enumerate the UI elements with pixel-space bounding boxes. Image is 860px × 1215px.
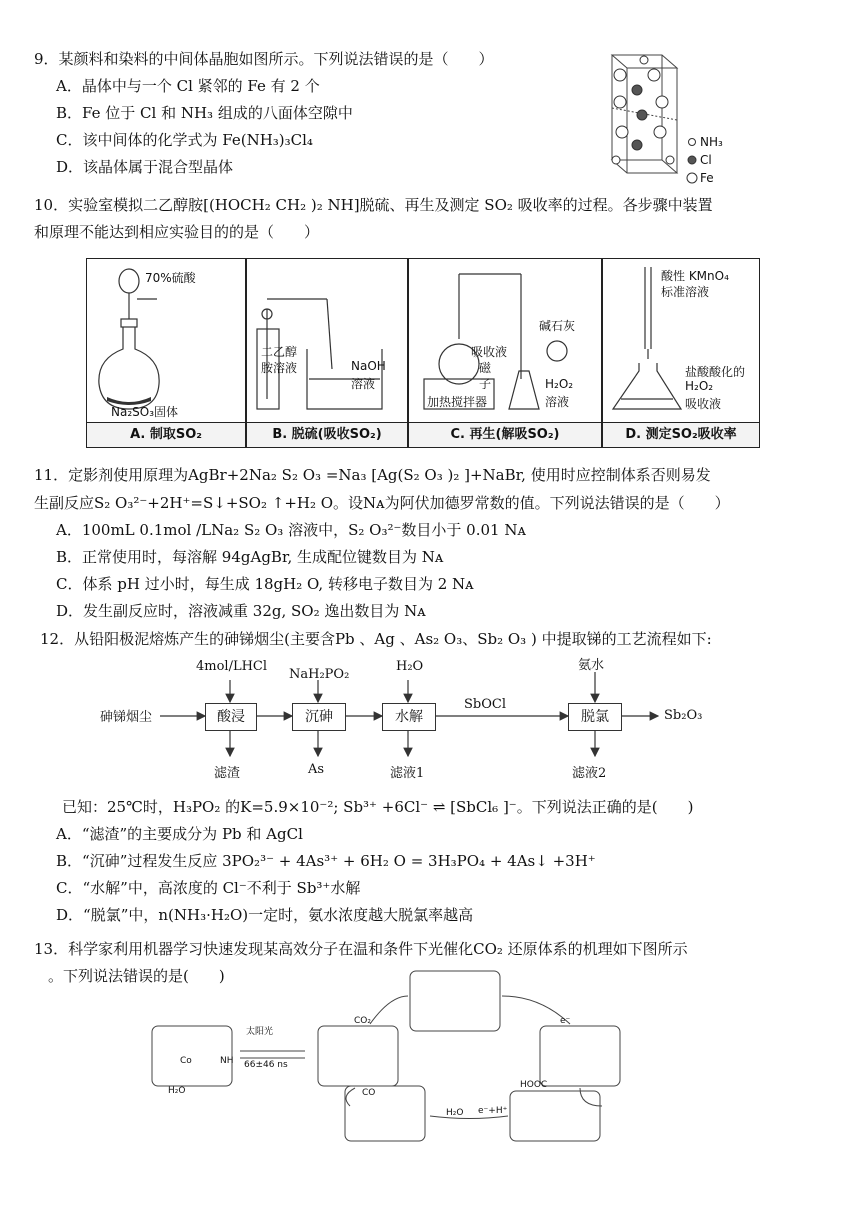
flow-output-filtrate1: 滤液1 bbox=[390, 766, 425, 781]
q9-option-c: C．该中间体的化学式为 Fe(NH₃)₃Cl₄ bbox=[56, 131, 313, 149]
legend-cl: Cl bbox=[700, 153, 712, 167]
flow-step-acid-leach: 酸浸 bbox=[205, 703, 257, 731]
label-naoh-solution: 溶液 bbox=[351, 377, 376, 391]
q12-option-a: A．“滤渣”的主要成分为 Pb 和 AgCl bbox=[56, 825, 303, 843]
flow-output-residue: 滤渣 bbox=[214, 766, 241, 781]
flow-input-water: H₂O bbox=[396, 659, 424, 674]
label-diethanolamine-1: 二乙醇 bbox=[261, 345, 298, 359]
label-nh: NH bbox=[220, 1056, 234, 1066]
flow-input-ammonia: 氨水 bbox=[578, 658, 605, 673]
label-standard-solution: 标准溶液 bbox=[661, 285, 710, 299]
flow-input-nah2po2: NaH₂PO₂ bbox=[289, 667, 350, 682]
label-absorption-liquid: 吸收液 bbox=[471, 345, 508, 359]
label-hooc: HOOC bbox=[520, 1080, 548, 1090]
label-sunlight: 太阳光 bbox=[246, 1027, 274, 1037]
flow-intermediate-sbocl: SbOCl bbox=[464, 697, 506, 712]
label-magnet-2: 子 bbox=[479, 377, 492, 391]
q10-stem-line2: 和原理不能达到相应实验目的的是（ ） bbox=[34, 223, 320, 241]
q11-stem-line1: 11．定影剂使用原理为AgBr+2Na₂ S₂ O₃ =Na₃ [Ag(S₂ O₃ )₂ ]+NaBr, 使用时应控制体系否则易发 bbox=[34, 466, 711, 484]
unit-cell-figure bbox=[592, 40, 742, 190]
label-absorption-liquid-d: 吸收液 bbox=[685, 397, 722, 411]
label-na2so3-solid: Na₂SO₃固体 bbox=[111, 405, 179, 419]
flow-step-hydrolysis: 水解 bbox=[382, 703, 436, 731]
q12-option-c: C．“水解”中，高浓度的 Cl⁻不利于 Sb³⁺水解 bbox=[56, 879, 361, 897]
label-magnet-1: 磁 bbox=[479, 361, 492, 375]
panel-c bbox=[408, 258, 602, 448]
label-co: CO bbox=[362, 1088, 376, 1098]
label-co2-in: CO₂ bbox=[354, 1016, 371, 1026]
apparatus-b-drawing bbox=[247, 259, 409, 424]
flow-input-hcl: 4mol/LHCl bbox=[196, 659, 268, 674]
label-water-ligand: H₂O bbox=[168, 1086, 186, 1096]
panel-b bbox=[246, 258, 408, 448]
catalytic-cycle-figure bbox=[140, 966, 640, 1146]
flow-end-product: Sb₂O₃ bbox=[664, 708, 703, 723]
panel-d bbox=[602, 258, 760, 448]
flow-output-as: As bbox=[308, 762, 325, 777]
q12-option-d: D．“脱氯”中，n(NH₃·H₂O)一定时，氨水浓度越大脱氯率越高 bbox=[56, 906, 474, 924]
label-electron-proton: e⁻+H⁺ bbox=[478, 1106, 508, 1116]
legend-nh3: NH₃ bbox=[700, 135, 723, 149]
q11-option-a: A．100mL 0.1mol /LNa₂ S₂ O₃ 溶液中，S₂ O₃²⁻数目小于 0.01 Nᴀ bbox=[56, 521, 526, 539]
label-70-sulfuric-acid: 70%硫酸 bbox=[145, 271, 196, 285]
panel-a bbox=[86, 258, 246, 448]
q13-stem-line2: 。下列说法错误的是( ) bbox=[48, 967, 225, 985]
q9-stem: 9．某颜料和染料的中间体晶胞如图所示。下列说法错误的是（ ） bbox=[34, 50, 494, 68]
caption-a: A. 制取SO₂ bbox=[87, 422, 245, 447]
q12-known: 已知：25℃时，H₃PO₂ 的K=5.9×10⁻²; Sb³⁺ +6Cl⁻ ⇌ [SbCl₆ ]⁻。下列说法正确的是( ) bbox=[62, 798, 694, 816]
label-soda-lime: 碱石灰 bbox=[539, 319, 576, 333]
q11-option-c: C．体系 pH 过小时，每生成 18gH₂ O, 转移电子数目为 2 Nᴀ bbox=[56, 575, 474, 593]
label-h2o2-d: H₂O₂ bbox=[685, 379, 714, 393]
flow-start-material: 砷锑烟尘 bbox=[100, 710, 153, 725]
caption-b: B. 脱硫(吸收SO₂) bbox=[247, 422, 407, 447]
label-h2o2-c: H₂O₂ bbox=[545, 377, 574, 391]
q11-stem-line2: 生副反应S₂ O₃²⁻+2H⁺=S↓+SO₂ ↑+H₂ O。设Nᴀ为阿伏加德罗常数的值。下列说法错误的是（ ） bbox=[34, 494, 730, 512]
label-diethanolamine-2: 胺溶液 bbox=[261, 361, 298, 375]
caption-c: C. 再生(解吸SO₂) bbox=[409, 422, 601, 447]
q9-option-d: D．该晶体属于混合型晶体 bbox=[56, 158, 234, 176]
flow-step-arsenic-precipitation: 沉砷 bbox=[292, 703, 346, 731]
q9-option-a: A．晶体中与一个 Cl 紧邻的 Fe 有 2 个 bbox=[56, 77, 320, 95]
caption-d: D. 测定SO₂吸收率 bbox=[603, 422, 759, 447]
label-naoh: NaOH bbox=[351, 359, 386, 373]
label-solution-c: 溶液 bbox=[545, 395, 570, 409]
label-heating-stirrer: 加热搅拌器 bbox=[427, 395, 488, 409]
q9-option-b: B．Fe 位于 Cl 和 NH₃ 组成的八面体空隙中 bbox=[56, 104, 353, 122]
q11-option-d: D．发生副反应时，溶液减重 32g, SO₂ 逸出数目为 Nᴀ bbox=[56, 602, 426, 620]
label-acidic-kmno4: 酸性 KMnO₄ bbox=[661, 269, 729, 283]
q12-stem: 12．从铅阳极泥熔炼产生的砷锑烟尘(主要含Pb 、Ag 、As₂ O₃、Sb₂ O₃ ) 中提取锑的工艺流程如下: bbox=[40, 630, 712, 648]
label-electron: e⁻ bbox=[560, 1016, 571, 1026]
q11-option-b: B．正常使用时，每溶解 94gAgBr, 生成配位键数目为 Nᴀ bbox=[56, 548, 444, 566]
label-lifetime: 66±46 ns bbox=[244, 1060, 288, 1070]
label-hcl-acidified: 盐酸酸化的 bbox=[685, 365, 746, 379]
flow-output-filtrate2: 滤液2 bbox=[572, 766, 607, 781]
legend-fe: Fe bbox=[700, 171, 714, 185]
q12-option-b: B．“沉砷”过程发生反应 3PO₂³⁻ + 4As³⁺ + 6H₂ O = 3H₃PO₄ + 4As↓ +3H⁺ bbox=[56, 852, 596, 870]
flow-step-dechlorination: 脱氯 bbox=[568, 703, 622, 731]
label-water-out: H₂O bbox=[446, 1108, 464, 1118]
label-cobalt: Co bbox=[180, 1056, 192, 1066]
q10-stem-line1: 10．实验室模拟二乙醇胺[(HOCH₂ CH₂ )₂ NH]脱硫、再生及测定 SO₂ 吸收率的过程。各步骤中装置 bbox=[34, 196, 713, 214]
q13-stem-line1: 13．科学家利用机器学习快速发现某高效分子在温和条件下光催化CO₂ 还原体系的机理如下图所示 bbox=[34, 940, 688, 958]
